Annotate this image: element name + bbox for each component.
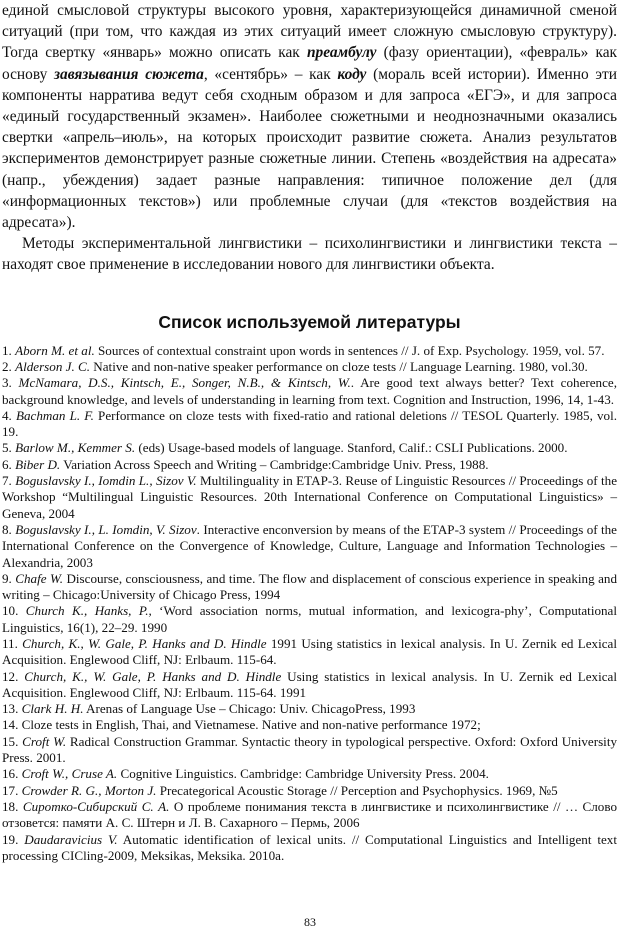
text-run: 4. [2, 407, 16, 423]
text-run: 6. [2, 456, 16, 472]
reference-item [2, 603, 617, 636]
author-names: Сиротко-Сибирский С. А. [22, 798, 170, 814]
reference-item [2, 457, 617, 473]
text-run: Sources of contextual constraint upon words in sentences // J. of Exp. Psychology. 1959, vol. 57. [94, 342, 605, 358]
text-run: (eds) Usage-based models of language. Stanford, Calif.: CSLI Publications. 2000. [135, 440, 568, 456]
text-run: 19. [2, 831, 25, 847]
text-run: 10. [2, 603, 26, 619]
text-run: Performance on cloze tests with fixed-ratio and rational deletions // TESOL Quarterly. 1985, vol. 19. [2, 407, 618, 440]
text-run: Arenas of Language Use – Chicago: Univ. ChicagoPress, 1993 [83, 701, 416, 717]
text-run: Precategorical Acoustic Storage // Perception and Psychophysics. 1969, №5 [156, 782, 558, 798]
text-run: 11. [2, 635, 23, 651]
author-names: Church, K., W. Gale, P. Hanks and D. Hindle [24, 668, 282, 684]
text-run: 17. [2, 782, 22, 798]
reference-item [2, 571, 617, 604]
references-list [2, 343, 617, 865]
reference-item [2, 701, 617, 717]
reference-item [2, 359, 617, 375]
text-run: 18. [2, 798, 23, 814]
text-run: , «сентябрь» – как [203, 65, 338, 83]
author-names: Crowder R. G., Morton J. [21, 782, 157, 798]
text-run: (мораль всей истории). Именно эти компоненты нарратива ведут себя сходным образом и для запроса «ЕГЭ», и для запроса «единый государственный экзамен». Наиболее сюжетными и неоднозначными оказались свертки «апрель–июль», на которых происходит развитие сюжета. Анализ результатов экспериментов демонстрирует разные сюжетные линии. Степень «воздействия на адресата» (напр., убеждения) задает разные направления: типичное положение дел (для «информационных текстов») или проблемные случаи (для «текстов воздействия на адресата»). [2, 65, 617, 232]
text-run: единой смысловой структуры высокого уровня, характеризующейся динамичной сменой ситуаций (при том, что каждая из этих ситуаций имеет сложную смысловую структуру). Тогда свертку «январь» можно описать как [2, 2, 617, 62]
reference-item [2, 375, 617, 408]
text-run: 16. [2, 766, 22, 782]
author-names: Chafe W. [15, 570, 63, 586]
reference-item [2, 766, 617, 782]
reference-item [2, 717, 617, 733]
text-run: 14. Cloze tests in English, Thai, and Vietnamese. Native and non-native performance 1972; [2, 717, 481, 733]
author-names: Bachman L. F. [15, 407, 94, 423]
author-names: Church, K., W. Gale, P. Hanks and D. Hindle [22, 635, 267, 651]
reference-item [2, 343, 617, 359]
reference-item [2, 783, 617, 799]
reference-item [2, 832, 617, 865]
body-text [2, 0, 617, 276]
author-names: McNamara, D.S., Kintsch, E., Songer, N.B., & Kintsch, W. [18, 375, 351, 391]
text-run: . Are good text always better? Text coherence, background knowledge, and levels of understanding in learning from text. Cognition and Instruction, 1996, 14, 1-43. [2, 375, 617, 407]
emphasized-term [337, 66, 366, 83]
text-run: Native and non-native speaker performance on cloze tests // Language Learning. 1980, vol.30. [90, 358, 588, 374]
text-run: . Interactive enconversion by means of the ETAP-3 system // Proceedings of the International Conference on the Convergence of Knowledge, Culture, Language and Information Technologies – Alexandria, 2003 [2, 521, 617, 570]
text-run: ‘Word association norms, mutual information, and lexicogra-phy’, Computational Linguistics, 16(1), 22–29. 1990 [2, 603, 618, 635]
author-names: Daudaravicius V. [24, 831, 118, 847]
text-run: 8. [2, 521, 16, 537]
emphasized-term [54, 66, 204, 83]
text-run: Discourse, consciousness, and time. The flow and displacement of conscious experience in speaking and writing – Chicago:University of Chicago Press, 1994 [2, 570, 617, 603]
author-names: Croft W., Cruse A. [21, 766, 118, 782]
text-run: 7. [2, 473, 16, 489]
text-run: (фазу ориентации), «февраль» как основу [2, 44, 617, 83]
author-names: Croft W. [22, 733, 67, 749]
reference-item [2, 440, 617, 456]
reference-item [2, 734, 617, 767]
author-names: Boguslavsky I., Iomdin L., Sizov V. [15, 473, 197, 489]
author-names: Alderson J. C. [15, 358, 91, 374]
reference-item [2, 636, 617, 669]
author-names: Boguslavsky I., L. Iomdin, V. Sizov [15, 521, 197, 537]
text-run: 1. [2, 342, 16, 358]
text-run: 5. [2, 440, 16, 456]
author-names: Barlow M., Kemmer S. [15, 440, 136, 456]
reference-item [2, 473, 617, 522]
paragraph [2, 0, 617, 233]
text-run: Multilinguality in ETAP-3. Reuse of Linguistic Resources // Proceedings of the Workshop “Multilingual Linguistic Resources. 20th International Conference on Computational Linguistics» – Geneva, 2004 [2, 473, 618, 521]
text-run: Variation Across Speech and Writing – Cambridge:Cambridge Univ. Press, 1988. [60, 456, 489, 472]
author-names: Aborn M. et al. [15, 342, 95, 358]
text-run: Using statistics in lexical analysis. In U. Zernik ed Lexical Acquisition. Englewood Cliff, NJ: Erlbaum. 115-64. 1991 [2, 668, 617, 700]
text-run: 13. [2, 701, 22, 717]
reference-item [2, 669, 617, 702]
text-run: Cognitive Linguistics. Cambridge: Cambridge University Press. 2004. [117, 766, 489, 782]
emphasized-term-text: коду [337, 65, 367, 83]
text-run: Radical Construction Grammar. Syntactic theory in typological perspective. Oxford: Oxford University Press. 2001. [2, 733, 618, 766]
text-run: 9. [2, 570, 16, 586]
text-run: 15. [2, 733, 23, 749]
author-names: Church K., Hanks, P., [25, 603, 152, 619]
emphasized-term [307, 44, 377, 61]
author-names: Biber D. [15, 456, 61, 472]
text-run: 1991 Using statistics in lexical analysis. In U. Zernik ed Lexical Acquisition. Englewood Cliff, NJ: Erlbaum. 115-64. [2, 635, 617, 668]
reference-item [2, 408, 617, 441]
text-run: 2. [2, 358, 16, 374]
emphasized-term-text: преамбулу [306, 44, 377, 62]
emphasized-term-text: завязывания сюжета [54, 65, 204, 83]
text-run: 12. [2, 668, 25, 684]
text-run: 3. [2, 375, 19, 391]
author-names: Clark H. H. [21, 701, 84, 717]
paragraph: Методы экспериментальной лингвистики – психолингвистики и лингвистики текста – находят свое применение в исследовании нового для лингвистики объекта. [2, 235, 617, 274]
page-number: 83 [304, 915, 316, 929]
reference-item [2, 799, 617, 832]
references-heading: Список используемой литературы [158, 311, 461, 332]
reference-item [2, 522, 617, 571]
text-run: Automatic identification of lexical units. // Computational Linguistics and Intelligent text processing CICling-2009, Meksikas, Meksika. 2010a. [2, 831, 617, 863]
text-run: О проблеме понимания текста в лингвистике и психолингвистике // … Слово отзовется: памяти А. С. Штерн и Л. В. Сахарного – Пермь, 2006 [2, 798, 617, 831]
